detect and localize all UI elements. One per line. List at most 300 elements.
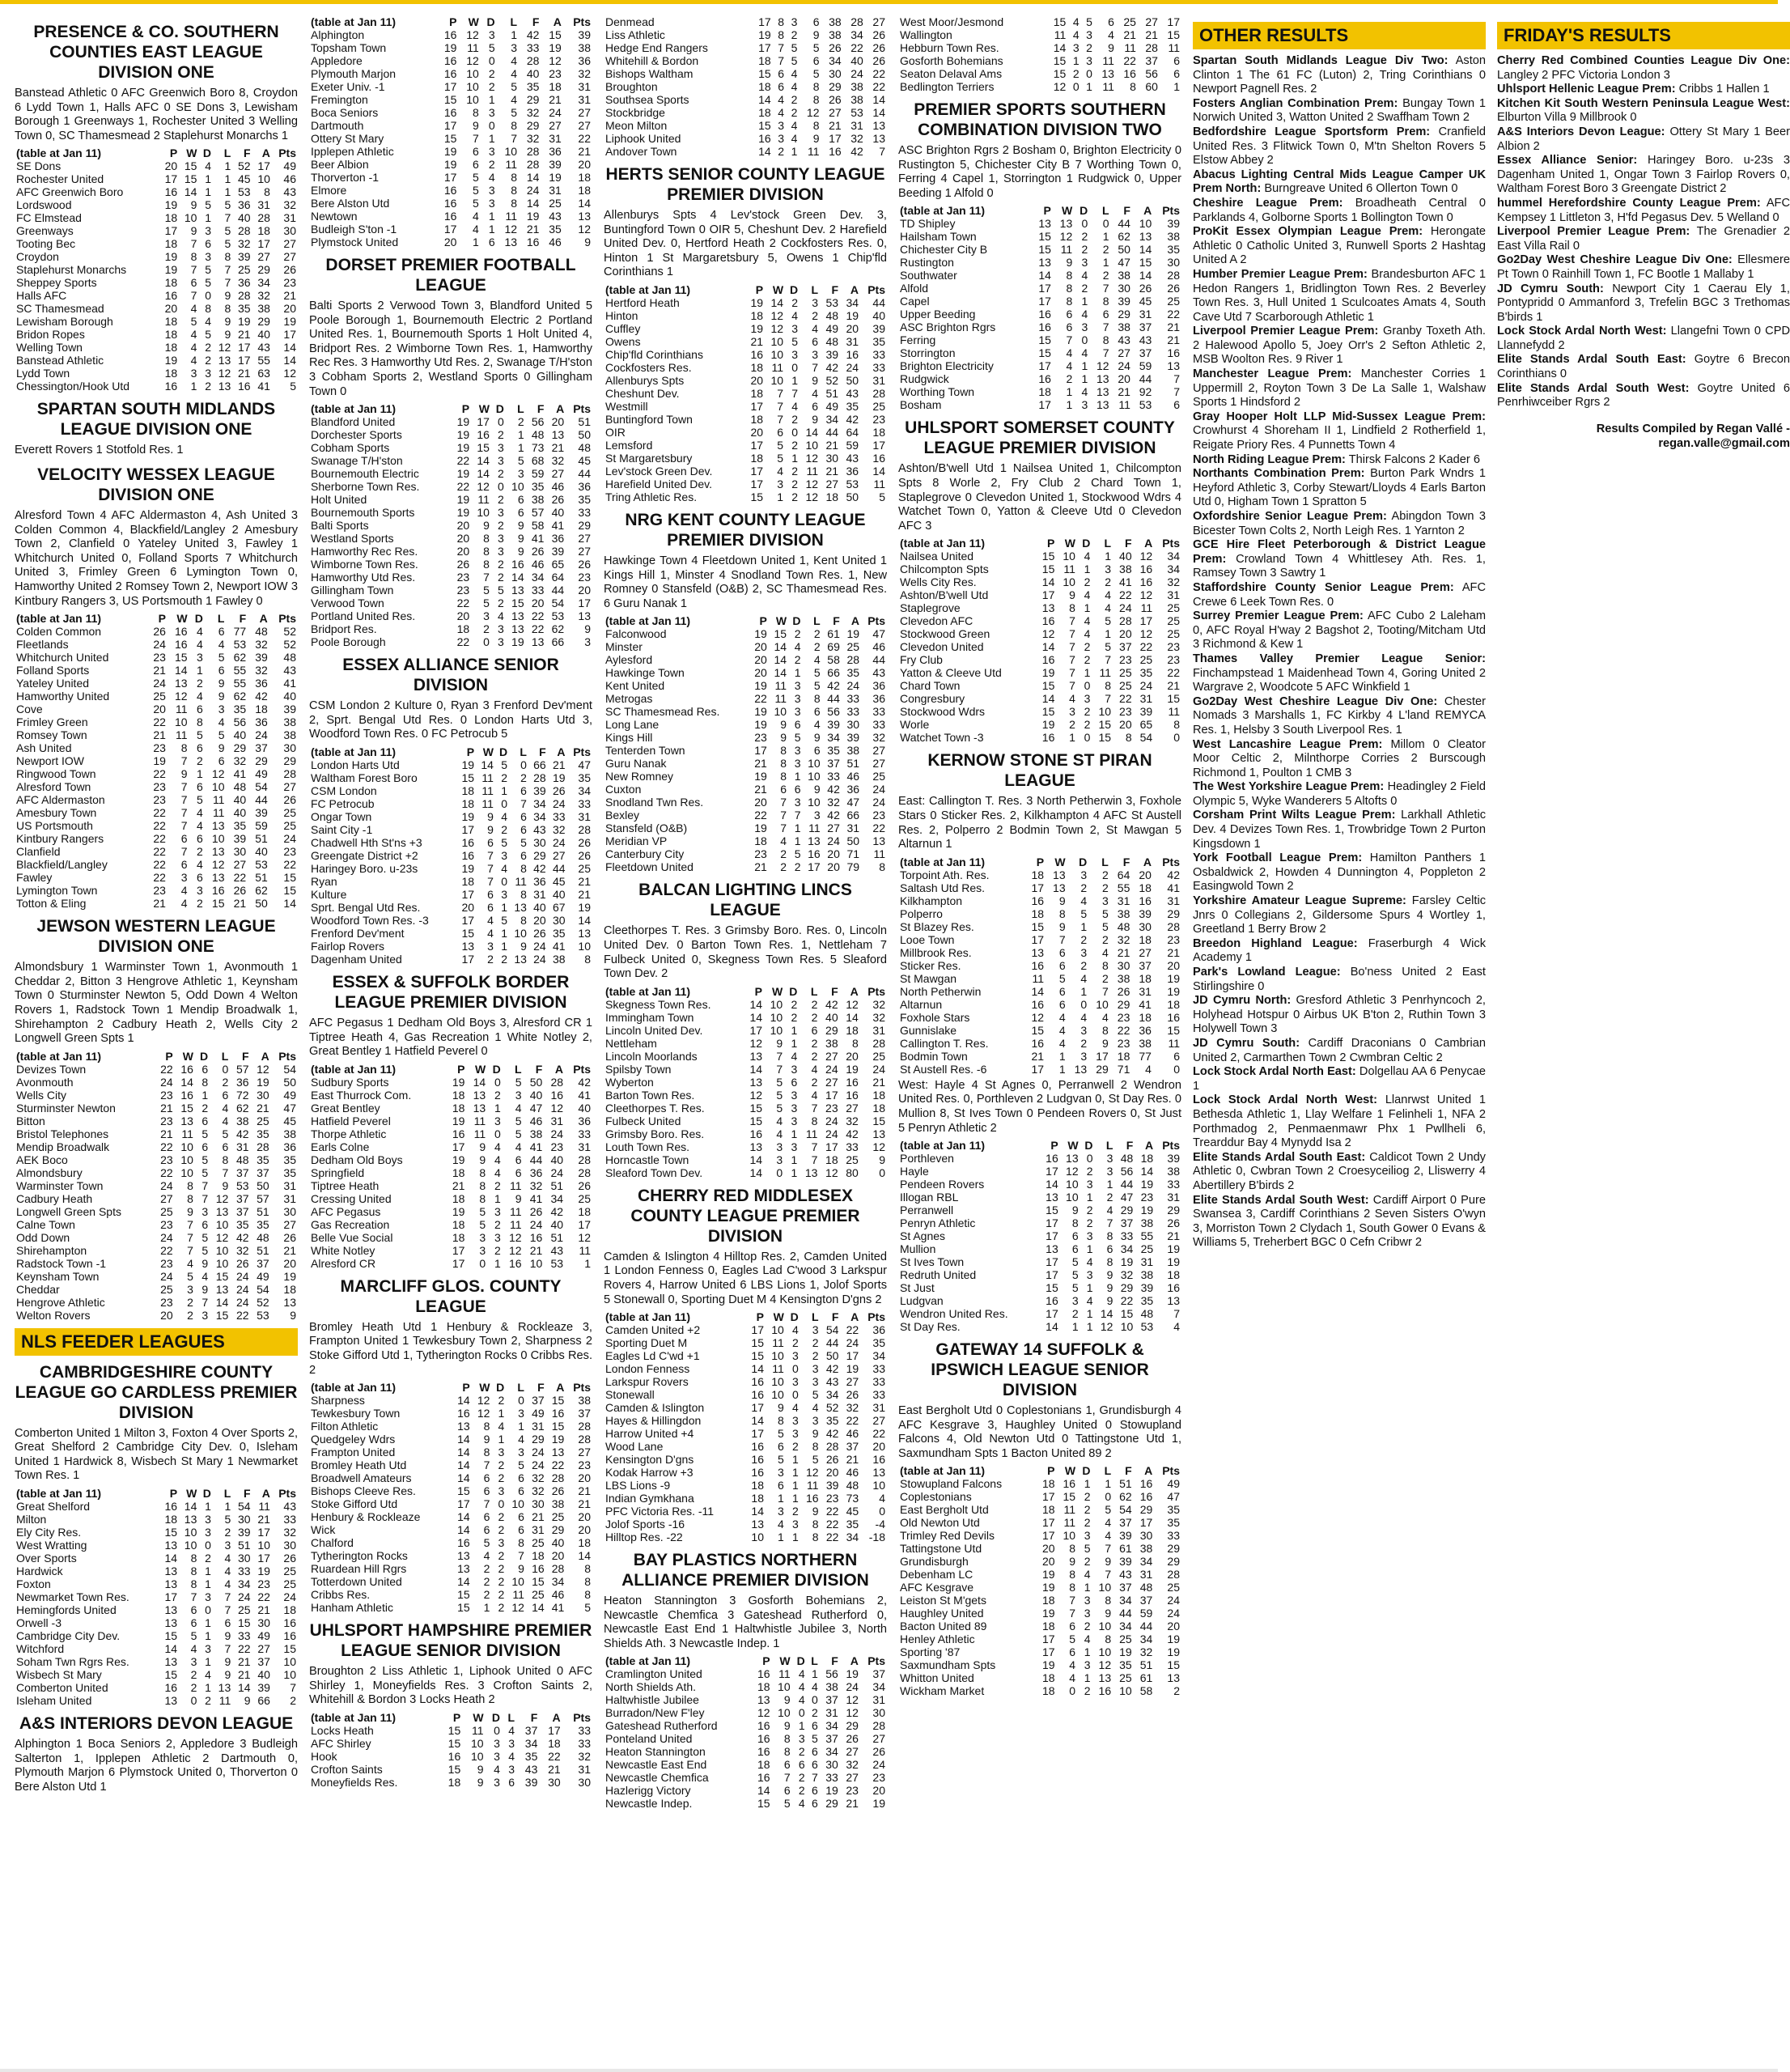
table-header-cell: A — [1145, 1139, 1154, 1153]
table-header-row — [604, 614, 887, 627]
stat-cell: 29 — [825, 1797, 838, 1811]
team-name: Watchet Town -3 — [900, 731, 984, 745]
stat-cell: 2 — [791, 490, 799, 503]
stat-cell: 16 — [1123, 67, 1136, 80]
table-row — [309, 1724, 592, 1737]
team-name: Meridian VP — [605, 834, 668, 848]
stat-cell: 8 — [520, 887, 527, 901]
team-name: Callington T. Res. — [900, 1036, 989, 1050]
stat-cell: 42 — [850, 145, 863, 158]
stat-cell: 35 — [846, 399, 859, 413]
table-row — [309, 1588, 592, 1601]
stat-cell: 13 — [751, 1518, 764, 1531]
stat-cell: 16 — [846, 1088, 859, 1102]
team-name: Plymstock United — [311, 236, 399, 248]
stat-cell: 50 — [846, 834, 860, 848]
stat-cell: 26 — [872, 54, 885, 67]
table-header-row — [15, 1487, 298, 1500]
table-row — [898, 372, 1181, 385]
stat-cell: 32 — [1117, 932, 1130, 946]
stat-cell: 18 — [164, 237, 178, 251]
stat-cell: 3 — [812, 347, 819, 361]
stat-cell: 11 — [181, 1127, 193, 1140]
stat-cell: 19 — [846, 1062, 859, 1076]
stat-cell: 13 — [175, 677, 188, 690]
table-row — [15, 211, 298, 224]
stat-cell: 19 — [754, 770, 767, 783]
stat-cell: 11 — [1102, 80, 1114, 93]
stat-cell: 35 — [578, 493, 591, 507]
stat-cell: 7 — [1105, 653, 1112, 667]
stat-cell: 59 — [1139, 359, 1152, 373]
stat-cell: 3 — [187, 1282, 193, 1296]
stat-cell: 28 — [872, 1036, 885, 1050]
stat-cell: 19 — [1041, 1568, 1055, 1582]
stat-cell: 2 — [205, 341, 211, 355]
stat-cell: 38 — [1139, 1542, 1153, 1556]
stat-cell: 3 — [791, 1414, 799, 1428]
team-name: Snodland Twn Res. — [605, 796, 704, 809]
stat-cell: 1 — [201, 1088, 209, 1102]
stat-cell: 9 — [218, 741, 225, 755]
result-item-league: Elite Stands Ardal South East: — [1193, 1150, 1366, 1164]
table-row — [309, 236, 592, 248]
stat-cell: 51 — [1139, 1658, 1153, 1672]
stat-cell: 24 — [1119, 601, 1132, 615]
stat-cell: 1 — [1069, 731, 1075, 745]
stat-cell: 14 — [872, 464, 885, 478]
stat-cell: 29 — [1120, 1204, 1134, 1217]
table-header-cell: W — [186, 146, 197, 160]
table-row — [898, 269, 1181, 282]
stat-cell: 18 — [548, 1736, 561, 1750]
stat-cell: 11 — [1168, 41, 1180, 54]
stat-cell: 16 — [1139, 1490, 1153, 1504]
table-header-cell: D — [792, 614, 801, 628]
stat-cell: 14 — [477, 467, 490, 481]
stat-cell: 31 — [257, 198, 270, 212]
stat-cell: 16 — [751, 1388, 764, 1402]
stat-cell: 4 — [190, 328, 197, 342]
stat-cell: 12 — [825, 1166, 838, 1179]
stat-cell: 6 — [218, 754, 225, 768]
stat-cell: 30 — [238, 1513, 251, 1526]
stat-cell: 21 — [754, 757, 767, 771]
stat-cell: 13 — [504, 236, 518, 248]
stat-cell: 28 — [533, 771, 546, 784]
stat-cell: 4 — [1084, 614, 1091, 628]
stat-cell: 21 — [1118, 385, 1130, 399]
stat-cell: 1 — [791, 1153, 798, 1166]
team-name: TD Shipley — [900, 217, 956, 231]
table-row — [309, 428, 592, 441]
team-name: Burradon/New F'ley — [605, 1706, 705, 1720]
stat-cell: 11 — [512, 1588, 524, 1602]
team-name: Cuffley — [605, 321, 641, 335]
table-row — [309, 1601, 592, 1614]
stat-cell: 3 — [1080, 945, 1088, 959]
league-table — [15, 1050, 298, 1322]
stat-cell: 5 — [778, 1427, 784, 1441]
stat-cell: 42 — [846, 1127, 859, 1140]
table-header-cell: L — [811, 1654, 818, 1668]
table-header-cell: (table at Jan 11) — [605, 282, 691, 296]
table-row — [898, 550, 1181, 563]
team-name: North Petherwin — [900, 984, 982, 998]
table-row — [898, 1594, 1181, 1607]
stat-cell: 8 — [1066, 282, 1073, 295]
stat-cell: 26 — [872, 41, 885, 54]
table-row — [898, 601, 1181, 614]
league-heading: UHLSPORT HAMPSHIRE PREMIER LEAGUE SENIOR DIVISION — [309, 1621, 592, 1661]
result-item-scores: Brandesburton AFC 1 Hedon Rangers 1, Bridlington Town Res. 2 Beverley Town Res. 3, Hull United 1 Sculcoates Amats 4, South Cave Utd 7 Scarborough Athletic 1 — [1193, 267, 1486, 324]
stat-cell: 9 — [180, 767, 188, 781]
team-name: Bishops Waltham — [605, 67, 694, 80]
stat-cell: 12 — [175, 690, 188, 703]
stat-cell: 14 — [238, 1681, 251, 1695]
stat-cell: 5 — [1105, 614, 1112, 628]
stat-cell: 39 — [1139, 906, 1152, 920]
stat-cell: 14 — [457, 1575, 470, 1589]
stat-cell: 2 — [290, 1694, 296, 1708]
stat-cell: 9 — [290, 1308, 296, 1322]
stat-cell: 5 — [1071, 1281, 1079, 1295]
result-item-league: Lock Stock Ardal North East: — [1193, 1065, 1356, 1079]
stat-cell: 24 — [850, 67, 863, 80]
result-item — [1497, 54, 1790, 83]
stat-cell: 9 — [812, 28, 820, 41]
stat-cell: 48 — [846, 1479, 859, 1492]
stat-cell: 2 — [498, 493, 504, 507]
team-name: Stowupland Falcons — [900, 1477, 1003, 1491]
stat-cell: 7 — [487, 874, 494, 888]
table-row — [604, 744, 887, 757]
stat-cell: 22 — [872, 1427, 885, 1441]
table-row — [309, 415, 592, 428]
stat-cell: 5 — [1058, 971, 1066, 985]
league-heading: ESSEX ALLIANCE SENIOR DIVISION — [342, 656, 559, 695]
stat-cell: 22 — [754, 809, 767, 822]
stat-cell: 13 — [164, 1694, 178, 1708]
stat-cell: 18 — [1167, 1268, 1180, 1282]
stat-cell: 17 — [257, 237, 270, 251]
stat-cell: 12 — [283, 367, 296, 380]
stat-cell: 12 — [211, 858, 225, 872]
stat-cell: 24 — [532, 1446, 545, 1459]
stat-cell: 8 — [518, 1536, 524, 1550]
stat-cell: 29 — [825, 1023, 838, 1037]
stat-cell: 26 — [283, 263, 296, 277]
stat-cell: 9 — [517, 519, 524, 533]
stat-cell: 7 — [224, 1603, 231, 1617]
stat-cell: 10 — [211, 780, 225, 794]
table-header-cell: W — [478, 402, 490, 416]
stat-cell: 42 — [1167, 868, 1180, 881]
stat-cell: 1 — [1081, 295, 1088, 308]
stat-cell: 3 — [205, 250, 211, 264]
stat-cell: 4 — [511, 54, 518, 67]
stat-cell: 1 — [1102, 256, 1109, 270]
stat-cell: 4 — [1080, 1010, 1088, 1024]
table-header-cell: (table at Jan 11) — [900, 1139, 986, 1153]
stat-cell: 73 — [531, 441, 545, 455]
stat-cell: 19 — [456, 493, 470, 507]
team-name: Great Shelford — [16, 1500, 91, 1514]
stat-cell: 13 — [551, 428, 565, 442]
team-name: Wimborne Town Res. — [311, 558, 418, 571]
stat-cell: 39 — [1167, 1152, 1180, 1166]
stat-cell: 42 — [578, 1075, 591, 1089]
team-name: St Mawgan — [900, 971, 957, 985]
stat-cell: 5 — [1080, 906, 1088, 920]
stat-cell: 4 — [1058, 1036, 1066, 1050]
stat-cell: 43 — [550, 1243, 564, 1257]
stat-cell: 28 — [551, 1562, 565, 1576]
stat-cell: 24 — [827, 834, 840, 848]
team-name: Sturminster Newton — [16, 1101, 116, 1115]
stat-cell: 11 — [473, 1127, 486, 1140]
stat-cell: 2 — [1084, 640, 1091, 654]
stat-cell: 6 — [197, 741, 203, 755]
stat-cell: 6 — [1066, 308, 1073, 321]
stat-cell: 45 — [283, 1114, 296, 1127]
stat-cell: 13 — [164, 1565, 178, 1578]
stat-cell: 17 — [443, 223, 457, 236]
team-name: Debenham LC — [900, 1568, 973, 1582]
stat-cell: 15 — [1053, 54, 1067, 67]
stat-cell: 4 — [812, 386, 819, 400]
stat-cell: 3 — [1081, 256, 1088, 270]
stat-cell: 44 — [1139, 372, 1152, 386]
stat-cell: 12 — [846, 1693, 859, 1707]
result-item-scores: Abingdon Town 3 Bicester Town Colts 2, North Leigh Res. 1 Yarnton 2 — [1193, 510, 1486, 537]
stat-cell: 45 — [552, 874, 566, 888]
stat-cell: 4 — [1069, 1658, 1076, 1672]
table-row — [604, 1531, 887, 1543]
stat-cell: 2 — [494, 1243, 501, 1257]
stat-cell: 0 — [190, 1694, 197, 1708]
column-1 — [15, 15, 298, 2064]
stat-cell: 6 — [520, 848, 527, 862]
team-name: White Notley — [311, 1243, 375, 1257]
stat-cell: 6 — [1173, 1049, 1180, 1063]
stat-cell: 10 — [770, 334, 784, 348]
team-name: Newcastle East End — [605, 1758, 707, 1772]
stat-cell: 17 — [164, 1590, 178, 1604]
stat-cell: 12 — [257, 1062, 269, 1076]
stat-cell: 3 — [791, 15, 798, 28]
stat-cell: 1 — [1173, 80, 1180, 93]
table-row — [604, 1063, 887, 1076]
stat-cell: 12 — [1066, 1165, 1079, 1178]
stat-cell: 11 — [505, 210, 518, 223]
stat-cell: 40 — [825, 1010, 838, 1024]
table-row — [604, 1719, 887, 1732]
stat-cell: 26 — [552, 783, 566, 797]
team-name: Fulbeck United — [605, 1114, 681, 1127]
stat-cell: 23 — [153, 651, 166, 664]
stat-cell: 22 — [846, 1323, 859, 1337]
stat-cell: 1 — [791, 1127, 798, 1140]
stat-cell: 31 — [578, 1140, 591, 1153]
stat-cell: 4 — [798, 1797, 805, 1811]
stat-cell: 4 — [811, 1062, 818, 1076]
stat-cell: 26 — [283, 1230, 296, 1244]
table-row — [309, 635, 592, 648]
stat-cell: 3 — [205, 1513, 211, 1526]
stat-cell: 51 — [255, 832, 268, 846]
table-row — [898, 1191, 1181, 1204]
stat-cell: 2 — [1080, 1036, 1088, 1050]
stat-cell: 4 — [494, 1140, 501, 1153]
stat-cell: 18 — [1167, 997, 1180, 1011]
table-header-row — [604, 1654, 887, 1667]
stat-cell: 32 — [283, 198, 296, 212]
team-name: AFC Aldermaston — [16, 793, 105, 807]
stat-cell: 14 — [578, 913, 591, 927]
stat-cell: 33 — [872, 1375, 885, 1389]
stat-cell: 13 — [1096, 372, 1109, 386]
team-name: St Day Res. — [900, 1320, 961, 1334]
stat-cell: 14 — [457, 1433, 470, 1446]
stat-cell: 4 — [487, 926, 494, 940]
stat-cell: 6 — [811, 1797, 818, 1811]
team-name: Canterbury City — [605, 847, 685, 861]
team-name: Ferring — [900, 333, 936, 347]
table-row — [309, 210, 592, 223]
team-name: Hedge End Rangers — [605, 41, 708, 54]
stat-cell: 15 — [1038, 346, 1051, 360]
stat-cell: 1 — [498, 1433, 505, 1446]
stat-cell: 8 — [812, 1518, 819, 1531]
stat-cell: 22 — [160, 1243, 173, 1257]
stat-cell: 10 — [770, 997, 783, 1011]
team-name: Frenford Dev'ment — [311, 926, 405, 940]
team-name: Sherborne Town Res. — [311, 480, 420, 494]
stat-cell: 22 — [1117, 1023, 1130, 1037]
stat-cell: 3 — [812, 1323, 819, 1337]
stat-cell: 14 — [751, 1505, 764, 1518]
stat-cell: 15 — [175, 651, 188, 664]
result-item-league: Abacus Lighting Central Mids League Camper UK Prem North: — [1193, 168, 1486, 196]
stat-cell: 20 — [578, 1510, 591, 1524]
league-heading: KERNOW STONE ST PIRAN LEAGUE — [927, 751, 1152, 791]
stat-cell: 12 — [477, 480, 490, 494]
stat-cell: 12 — [466, 54, 479, 67]
stat-cell: 0 — [520, 758, 527, 771]
stat-cell: 9 — [473, 119, 479, 132]
stat-cell: 8 — [584, 1588, 591, 1602]
stat-cell: 26 — [283, 793, 296, 807]
stat-cell: 9 — [1106, 1268, 1113, 1282]
stat-cell: 21 — [754, 860, 767, 874]
stat-cell: 18 — [164, 1513, 178, 1526]
stat-cell: 17 — [238, 341, 251, 355]
stat-cell: 3 — [479, 1243, 486, 1257]
team-name: Ely City Res. — [16, 1526, 82, 1539]
stat-cell: 22 — [578, 132, 591, 145]
stat-cell: 13 — [473, 1101, 486, 1115]
stat-cell: 47 — [529, 1101, 543, 1115]
stat-cell: 4 — [1105, 1516, 1112, 1530]
stat-cell: 5 — [879, 490, 885, 503]
stat-cell: 11 — [579, 1243, 591, 1257]
stat-cell: 16 — [443, 210, 457, 223]
stat-cell: 27 — [160, 1191, 173, 1205]
stat-cell: 3 — [498, 1536, 505, 1550]
stat-cell: 19 — [1140, 1178, 1154, 1191]
table-header-cell: W — [468, 15, 479, 28]
stat-cell: 18 — [164, 328, 178, 342]
stat-cell: 28 — [850, 15, 863, 28]
stat-cell: 5 — [498, 584, 504, 597]
stat-cell: 3 — [1084, 1658, 1091, 1672]
stat-cell: 2 — [1084, 1490, 1091, 1504]
stat-cell: 26 — [846, 1732, 859, 1746]
stat-cell: 2 — [483, 1588, 490, 1602]
stat-cell: 14 — [749, 1010, 763, 1024]
stat-cell: 28 — [526, 158, 540, 171]
stat-cell: 11 — [873, 477, 885, 490]
stat-cell: 4 — [1058, 1023, 1066, 1037]
stat-cell: 1 — [1102, 230, 1109, 244]
stat-cell: 19 — [164, 250, 178, 264]
stat-cell: 35 — [257, 1127, 269, 1140]
stat-cell: 18 — [164, 341, 178, 355]
stat-cell: 7 — [180, 793, 188, 807]
stat-cell: 18 — [751, 1492, 764, 1505]
stat-cell: 23 — [456, 584, 470, 597]
stat-cell: 12 — [1096, 359, 1109, 373]
stat-cell: 1 — [794, 822, 801, 835]
table-header-cell: (table at Jan 11) — [311, 1062, 397, 1076]
table-row — [15, 1603, 298, 1616]
stat-cell: 5 — [224, 224, 231, 238]
stat-cell: 24 — [872, 783, 885, 796]
team-name: Fawley — [16, 871, 53, 885]
stat-cell: 17 — [452, 1256, 465, 1270]
stat-cell: 4 — [197, 858, 203, 872]
team-name: Kings Hill — [605, 731, 653, 745]
stat-cell: 14 — [774, 640, 787, 654]
stat-cell: 4 — [791, 132, 798, 145]
stat-cell: 30 — [1118, 282, 1130, 295]
table-row — [309, 1231, 592, 1244]
stat-cell: 1 — [498, 1407, 505, 1420]
stat-cell: 25 — [283, 1565, 296, 1578]
stat-cell: 2 — [791, 28, 798, 41]
section-banner: NLS FEEDER LEAGUES — [15, 1328, 298, 1356]
table-header-cell: Pts — [278, 612, 296, 626]
stat-cell: 8 — [584, 952, 591, 966]
stat-cell: 49 — [255, 767, 268, 781]
stat-cell: 18 — [1031, 906, 1045, 920]
stat-cell: 24 — [255, 728, 268, 742]
table-row — [309, 1192, 592, 1205]
result-item — [1193, 453, 1486, 468]
stat-cell: 2 — [1080, 958, 1088, 972]
stat-cell: 11 — [1063, 563, 1075, 576]
stat-cell: 6 — [1066, 321, 1073, 334]
team-name: Worthing Town — [900, 385, 975, 399]
stat-cell: 64 — [551, 571, 565, 584]
stat-cell: 13 — [551, 1446, 565, 1459]
team-name: Fry Club — [900, 653, 943, 667]
team-name: Orwell -3 — [16, 1616, 62, 1630]
team-name: Wisbech St Mary — [16, 1668, 102, 1682]
stat-cell: 6 — [811, 1023, 818, 1037]
team-name: SE Dons — [16, 159, 62, 173]
